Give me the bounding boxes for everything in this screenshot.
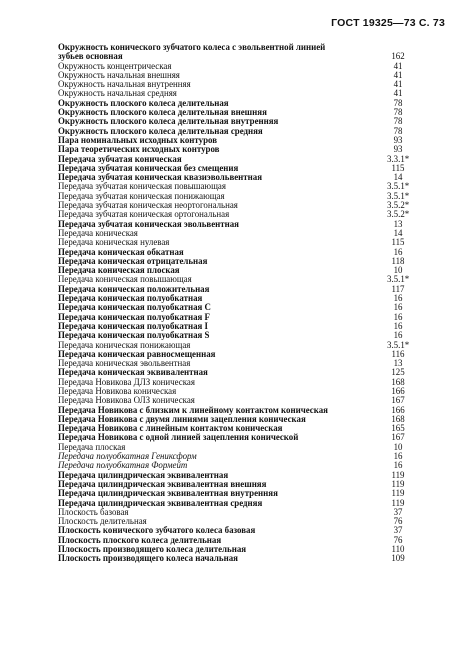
index-page-ref: 16 (393, 302, 403, 313)
index-page-ref: 166 (391, 385, 405, 396)
index-term: Передача коническая повышающая (58, 274, 192, 285)
index-term: Плоскость производящего колеса начальная (58, 553, 238, 564)
index-page-ref: 168 (391, 413, 405, 424)
index-term: Плоскость конического зубчатого колеса базовая (58, 525, 256, 536)
index-term: Передача зубчатая коническая (58, 153, 182, 164)
index-page-ref: 13 (393, 358, 403, 369)
index-term: Передача плоская (58, 441, 126, 452)
index-page-ref: 167 (391, 432, 405, 443)
index-page-ref: 16 (393, 246, 403, 257)
index-page-ref: 93 (393, 134, 403, 145)
index-term: Передача коническая полуобкатная S (58, 330, 210, 341)
index-term: Окружность конического зубчатого колеса с эвольвентной линией (58, 42, 326, 52)
index-term: Передача коническая эвольвентная (58, 358, 191, 369)
index-page-ref: 13 (393, 218, 403, 229)
index-page-ref: 119 (391, 478, 405, 489)
index-page-ref: 41 (393, 60, 403, 71)
index-page-ref: 78 (393, 116, 403, 127)
index-page-ref: 3.3.1* (387, 153, 410, 164)
index-term: Плоскость плоского колеса делительная (58, 534, 222, 545)
index-page-ref: 78 (393, 97, 403, 108)
index-page-ref: 16 (393, 311, 403, 322)
index-term: Пара номинальных исходных контуров (58, 134, 218, 145)
index-page-ref: 3.5.1* (387, 274, 410, 285)
index-term: Передача коническая полуобкатная (58, 293, 203, 304)
index-page-ref: 166 (391, 404, 405, 415)
index-term: Передача коническая полуобкатная I (58, 320, 208, 331)
index-term: Передача цилиндрическая эквивалентная средняя (58, 497, 263, 508)
index-term: Передача зубчатая коническая без смещения (58, 162, 239, 173)
index-page-ref: 76 (393, 534, 403, 545)
index-page-ref: 16 (393, 293, 403, 304)
index-entry (58, 554, 406, 563)
index-term: Окружность начальная внутренняя (58, 79, 191, 90)
index-term: Передача коническая понижающая (58, 339, 191, 350)
index-page-ref: 37 (393, 525, 403, 536)
index-term: Плоскость базовая (58, 506, 129, 517)
index-page-ref: 78 (393, 125, 403, 136)
index-term: Передача Новикова с линейным контактом коническая (58, 423, 283, 434)
index-term: Окружность плоского колеса делительная внешняя (58, 107, 267, 118)
page-header: ГОСТ 19325—73 С. 73 (331, 17, 445, 29)
index-term: Передача зубчатая коническая квазиэвольвентная (58, 172, 263, 183)
index-term: зубьев основная (58, 51, 123, 62)
index-term: Плоскость производящего колеса делительная (58, 544, 247, 555)
index-page-ref: 3.5.2* (387, 209, 410, 220)
index-term: Передача коническая плоская (58, 265, 180, 276)
index-term: Окружность плоского колеса делительная внутренняя (58, 116, 279, 127)
index-term: Окружность плоского колеса делительная (58, 97, 229, 108)
index-page-ref: 115 (391, 237, 405, 248)
index-term: Передача коническая обкатная (58, 246, 184, 257)
index-page-ref: 167 (391, 395, 405, 406)
index-term: Передача коническая положительная (58, 283, 210, 294)
index-page-ref: 16 (393, 320, 403, 331)
index-page-ref: 37 (393, 506, 403, 517)
index-page-ref: 116 (391, 348, 405, 359)
index-page-ref: 16 (393, 460, 403, 471)
index-term: Передача Новикова с двумя линиями зацепления коническая (58, 413, 306, 424)
index-page-ref: 168 (391, 376, 405, 387)
index-term: Передача коническая эквивалентная (58, 367, 208, 378)
index-term: Передача коническая полуобкатная F (58, 311, 210, 322)
index-list (58, 42, 410, 564)
index-page-ref: 41 (393, 88, 403, 99)
index-term: Передача Новикова коническая (58, 385, 177, 396)
index-term: Передача зубчатая коническая понижающая (58, 190, 225, 201)
index-term: Передача коническая отрицательная (58, 255, 208, 266)
index-term: Передача коническая полуобкатная C (58, 302, 211, 313)
index-page-ref: 110 (391, 544, 405, 555)
index-page-ref: 119 (391, 469, 405, 480)
index-term: Передача Новикова ОЛЗ коническая (58, 395, 195, 406)
index-page-ref: 10 (393, 265, 403, 276)
index-page-ref: 16 (393, 330, 403, 341)
index-page-ref: 119 (391, 497, 405, 508)
index-term: Передача зубчатая коническая эвольвентная (58, 218, 239, 229)
index-term: Передача зубчатая коническая ортогональная (58, 209, 230, 220)
index-term: Передача цилиндрическая эквивалентная внешняя (58, 478, 267, 489)
index-page-ref: 14 (393, 172, 403, 183)
index-page-ref: 109 (391, 553, 405, 564)
index-page-ref: 125 (391, 367, 405, 378)
index-term: Передача зубчатая коническая неортогональная (58, 200, 238, 211)
index-page-ref: 41 (393, 79, 403, 90)
index-term: Передача коническая равносмещенная (58, 348, 216, 359)
index-page-ref: 3.5.1* (387, 181, 410, 192)
index-term: Плоскость делительная (58, 516, 147, 527)
index-page-ref: 76 (393, 516, 403, 527)
index-term: Передача Новикова с одной линией зацепления конической (58, 432, 299, 443)
index-page-ref: 117 (391, 283, 405, 294)
index-term: Передача Новикова ДЛЗ коническая (58, 376, 195, 387)
index-page-ref: 115 (391, 162, 405, 173)
index-term: Передача Новикова с близким к линейному контактом коническая (58, 404, 328, 415)
index-page-ref: 3.5.1* (387, 339, 410, 350)
index-term: Передача цилиндрическая эквивалентная (58, 469, 229, 480)
index-term: Окружность начальная внешняя (58, 69, 180, 80)
index-page-ref: 165 (391, 423, 405, 434)
index-page-ref: 3.5.1* (387, 190, 410, 201)
index-term: Окружность концентрическая (58, 60, 172, 71)
index-term: Передача коническая нулевая (58, 237, 170, 248)
index-term: Окружность начальная средняя (58, 88, 177, 99)
index-page-ref: 16 (393, 451, 403, 462)
index-term: Пара теоретических исходных контуров (58, 144, 220, 155)
index-page-ref: 119 (391, 488, 405, 499)
index-page-ref: 14 (393, 227, 403, 238)
index-term: Окружность плоского колеса делительная средняя (58, 125, 263, 136)
index-page-ref: 118 (391, 255, 405, 266)
index-term: Передача цилиндрическая эквивалентная внутренняя (58, 488, 278, 499)
index-term: Передача полуобкатная Гениксформ (58, 451, 197, 462)
index-page-ref: 162 (391, 51, 405, 62)
index-page-ref: 93 (393, 144, 403, 155)
index-page-ref: 78 (393, 107, 403, 118)
index-term: Передача зубчатая коническая повышающая (58, 181, 226, 192)
index-term: Передача коническая (58, 227, 138, 238)
index-page-ref: 10 (393, 441, 403, 452)
index-page-ref: 41 (393, 69, 403, 80)
index-term: Передача полуобкатная Формейт (58, 460, 188, 471)
index-page-ref: 3.5.2* (387, 200, 410, 211)
